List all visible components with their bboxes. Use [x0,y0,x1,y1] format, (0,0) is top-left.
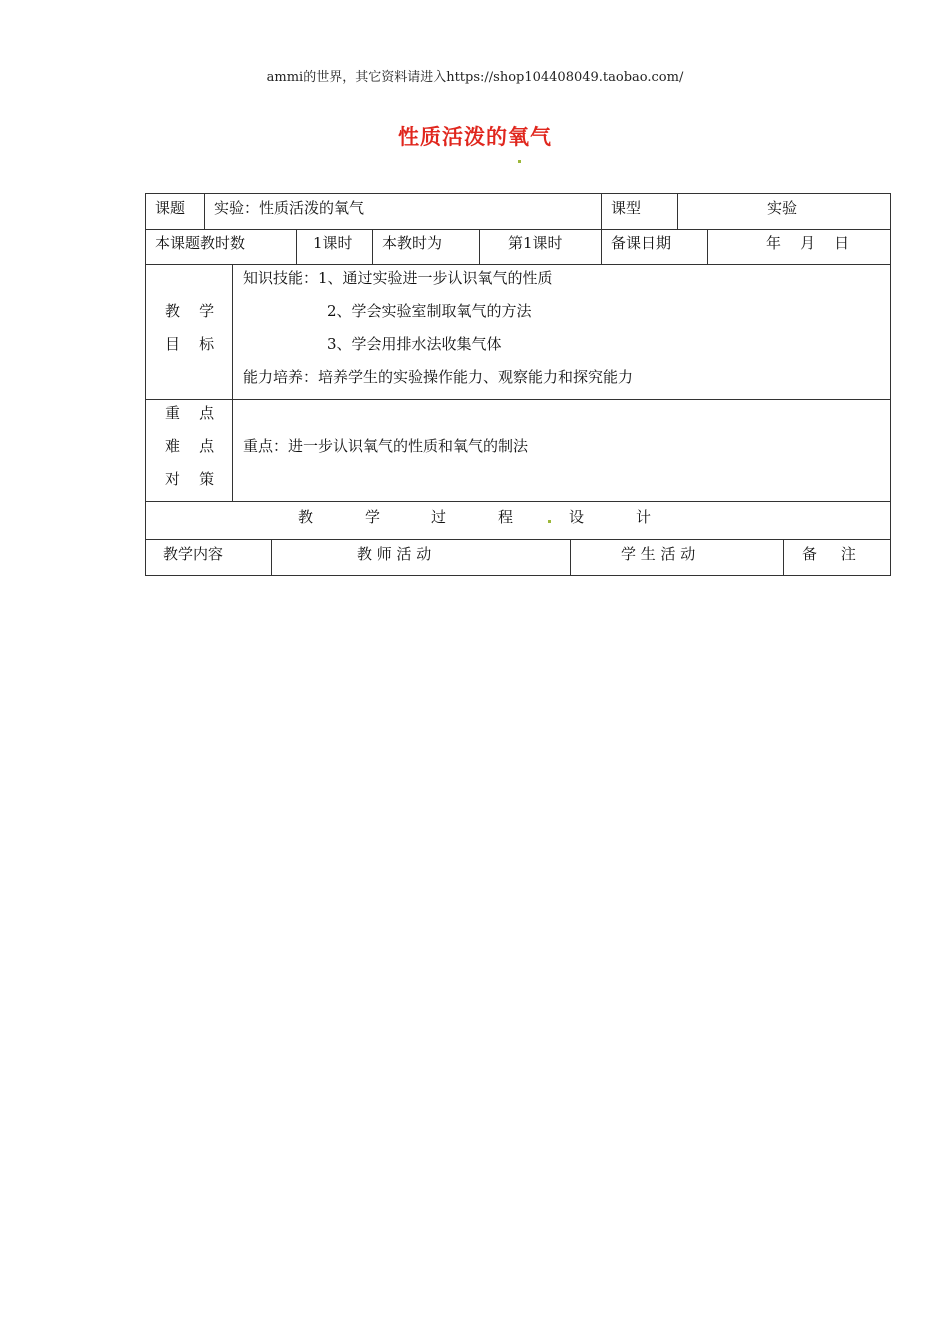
table-rule [145,399,891,400]
focus-label-3: 对 策 [165,470,215,488]
table-rule [601,229,602,264]
process-char: 过 [431,508,447,526]
process-char: 程 [498,508,514,526]
process-char: 教 [298,508,314,526]
focus-label-1: 重 点 [165,404,215,422]
document-title: 性质活泼的氧气 [398,124,552,149]
table-rule [570,539,571,575]
table-rule [783,539,784,575]
hours-label: 本课题教时数 [155,234,246,252]
topic-value: 实验：性质活泼的氧气 [214,199,365,217]
decorative-dot [518,160,521,163]
table-rule [145,193,891,194]
table-rule [707,229,708,264]
column-student: 学 生 活 动 [621,545,696,563]
column-teacher: 教 师 活 动 [357,545,432,563]
column-content: 教学内容 [163,545,224,563]
table-rule [890,193,891,576]
column-notes: 备 注 [802,545,856,563]
date-label: 备课日期 [611,234,672,252]
page-header: ammi的世界，其它资料请进入https://shop104408049.taobao.com/ [266,70,684,85]
focus-content: 重点：进一步认识氧气的性质和氧气的制法 [243,437,529,455]
table-rule [145,229,891,230]
table-rule [271,539,272,575]
goal-line-1: 知识技能：1、通过实验进一步认识氧气的性质 [243,269,553,287]
topic-label: 课题 [155,199,186,217]
date-value: 年 月 日 [766,234,850,252]
table-rule [145,501,891,502]
type-label: 课型 [611,199,642,217]
goals-label-2: 目 标 [165,335,215,353]
process-char: 计 [636,508,652,526]
this-lesson-value: 第1课时 [508,234,563,252]
this-lesson-label: 本教时为 [382,234,443,252]
table-rule [145,193,146,576]
process-char: 设 [569,508,585,526]
process-char: 学 [365,508,381,526]
table-rule [145,575,891,576]
type-value: 实验 [767,199,798,217]
table-rule [145,264,891,265]
table-rule [145,539,891,540]
goal-line-2: 2、学会实验室制取氧气的方法 [327,302,532,320]
table-rule [372,229,373,264]
table-rule [601,193,602,229]
table-rule [232,264,233,501]
table-rule [479,229,480,264]
table-rule [677,193,678,229]
table-rule [296,229,297,264]
table-rule [204,193,205,229]
goal-line-3: 3、学会用排水法收集气体 [327,335,502,353]
focus-label-2: 难 点 [165,437,215,455]
goals-label-1: 教 学 [165,302,215,320]
decorative-dot [548,520,551,523]
hours-value: 1课时 [313,234,353,252]
goal-line-4: 能力培养：培养学生的实验操作能力、观察能力和探究能力 [243,368,634,386]
